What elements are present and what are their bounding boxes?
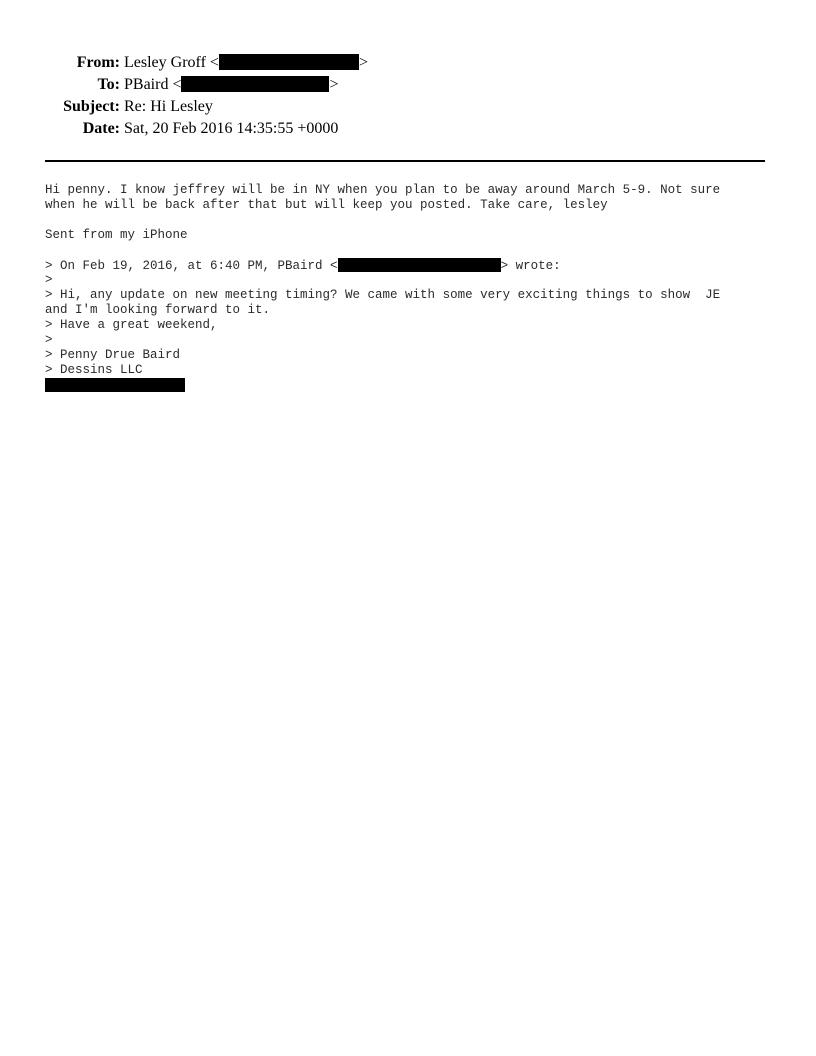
from-value [124,52,368,74]
date-row [40,118,368,140]
signature-line: Sent from my iPhone [45,228,188,242]
body-line: Hi penny. I know jeffrey will be in NY when you plan to be away around March 5-9. Not sure [45,183,721,197]
blank-line [45,243,765,258]
quote-intro-suffix: > wrote: [500,259,561,273]
body-line: when he will be back after that but will keep you posted. Take care, lesley [45,198,608,212]
to-value [124,74,339,96]
redaction-box [338,258,501,272]
date-value: Sat, 20 Feb 2016 14:35:55 +0000 [124,120,339,137]
quote-line: > Have a great weekend, [45,318,218,332]
from-name: Lesley Groff [124,54,206,71]
to-row [40,74,368,96]
subject-label: Subject: [63,98,120,115]
redaction-box [181,76,329,92]
date-label: Date: [82,120,120,137]
from-label: From: [76,54,120,71]
redaction-box [45,378,185,392]
from-open-angle: < [209,54,219,71]
redacted-line [45,378,765,393]
quote-line: > Hi, any update on new meeting timing? We came with some very exciting things to show JE [45,288,721,302]
to-open-angle: < [172,76,182,93]
from-row [40,52,368,74]
quote-intro-prefix: > On Feb 19, 2016, at 6:40 PM, PBaird < [45,259,338,273]
subject-row [40,96,368,118]
quote-line: > [45,273,53,287]
quote-line: and I'm looking forward to it. [45,303,271,317]
blank-line [45,213,765,228]
quote-line: > Dessins LLC [45,363,143,377]
header-divider [45,160,765,162]
email-body [45,183,765,393]
email-header [40,52,368,140]
to-label: To: [97,76,120,93]
quote-intro-line [45,258,765,273]
subject-value: Re: Hi Lesley [124,98,213,115]
quote-line: > Penny Drue Baird [45,348,181,362]
redaction-box [219,54,359,70]
to-close-angle: > [329,76,339,93]
from-close-angle: > [358,54,368,71]
to-name: PBaird [124,76,169,93]
quote-line: > [45,333,53,347]
